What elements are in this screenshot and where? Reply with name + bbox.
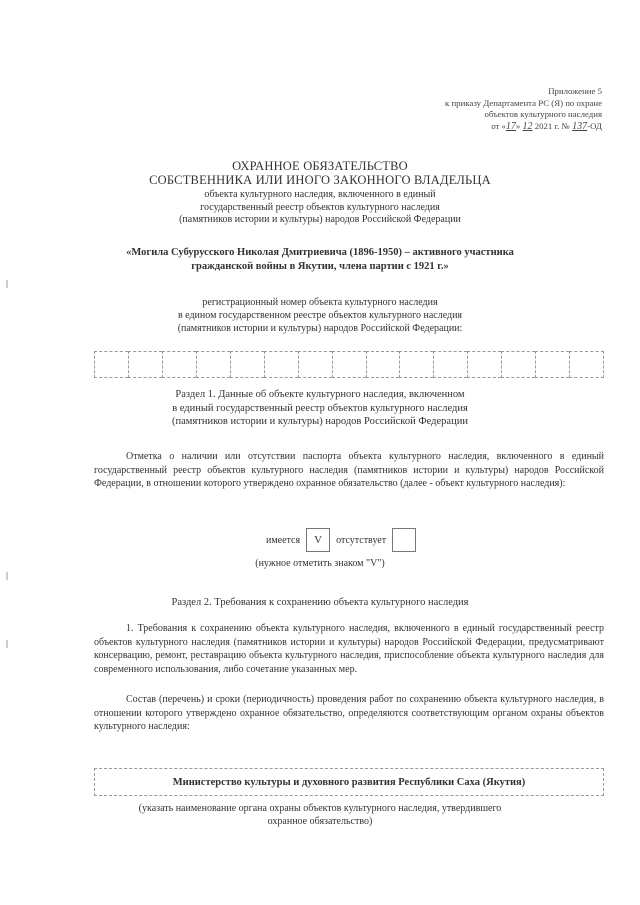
authority-note-line: (указать наименование органа охраны объектов культурного наследия, утвердившего bbox=[138, 803, 502, 814]
passport-paragraph: Отметка о наличии или отсутствии паспорта объекта культурного наследия, включенного в единый государственный реестр объектов культурного наследия (памятников истории и культуры) народов Российской Федерации, в отношении которого утверждено охранное обязательство (далее - объект культурного наследия): bbox=[94, 451, 604, 489]
registration-line: в едином государственном реестре объектов культурного наследия bbox=[177, 310, 463, 321]
registration-cell[interactable] bbox=[399, 351, 433, 378]
registration-cell[interactable] bbox=[332, 351, 366, 378]
registration-cell[interactable] bbox=[366, 351, 400, 378]
requirements-paragraph: 1. Требования к сохранению объекта культурного наследия, включенного в единый государственный реестр объектов культурного наследия (памятников истории и культуры) народов Российской Федерации, предусматривают консервацию, ремонт, реставрацию объекта культурного наследия, приспособление объекта культурного наследия для современного использования, либо сочетание указанных мер. bbox=[94, 623, 604, 675]
margin-mark bbox=[6, 640, 8, 648]
date-day: 17 bbox=[505, 120, 516, 132]
authority-note-line: охранное обязательство) bbox=[267, 816, 373, 827]
margin-mark bbox=[6, 572, 8, 580]
registration-cell[interactable] bbox=[264, 351, 298, 378]
absent-checkbox[interactable] bbox=[392, 528, 416, 552]
present-checkbox[interactable]: V bbox=[306, 528, 330, 552]
appendix-line: объектов культурного наследия bbox=[484, 109, 602, 119]
section-1-heading bbox=[60, 388, 580, 429]
doc-suffix: -ОД bbox=[587, 120, 602, 131]
date-month: 12 bbox=[522, 120, 533, 132]
document-subtitle bbox=[60, 189, 580, 227]
section-1-line: Раздел 1. Данные об объекте культурного наследия, включенном bbox=[175, 389, 465, 400]
registration-cell[interactable] bbox=[569, 351, 604, 378]
margin-mark bbox=[6, 280, 8, 288]
registration-label bbox=[60, 296, 580, 335]
registration-cell[interactable] bbox=[298, 351, 332, 378]
section-2-heading: Раздел 2. Требования к сохранению объекта культурного наследия bbox=[171, 597, 469, 608]
registration-cell[interactable] bbox=[162, 351, 196, 378]
subtitle-line: объекта культурного наследия, включенного в единый bbox=[204, 189, 436, 200]
mark-note: (нужное отметить знаком "V") bbox=[255, 558, 385, 569]
authority-name-field[interactable]: Министерство культуры и духовного развития Республики Саха (Якутия) bbox=[94, 768, 604, 796]
authority-note bbox=[60, 802, 580, 828]
registration-cell[interactable] bbox=[535, 351, 569, 378]
object-name-line: гражданской войны в Якутии, члена партии с 1921 г.» bbox=[191, 261, 449, 272]
registration-cell[interactable] bbox=[128, 351, 162, 378]
section-1-line: (памятников истории и культуры) народов Российской Федерации bbox=[172, 416, 468, 427]
passport-mark-row bbox=[266, 527, 422, 553]
title-line: ОХРАННОЕ ОБЯЗАТЕЛЬСТВО bbox=[232, 159, 408, 173]
registration-cell[interactable] bbox=[467, 351, 501, 378]
registration-line: (памятников истории и культуры) народов Российской Федерации: bbox=[177, 323, 463, 334]
title-line: СОБСТВЕННИКА ИЛИ ИНОГО ЗАКОННОГО ВЛАДЕЛЬЦА bbox=[149, 173, 491, 187]
registration-cell[interactable] bbox=[501, 351, 535, 378]
registration-cell[interactable] bbox=[94, 351, 128, 378]
present-label: имеется bbox=[266, 534, 301, 546]
date-mid: » bbox=[515, 120, 521, 131]
date-prefix: от « bbox=[491, 120, 506, 131]
composition-paragraph: Состав (перечень) и сроки (периодичность) проведения работ по сохранению объекта культурного наследия, в отношении которого утверждено охранное обязательство, определяются соответствующим органом охраны объектов культурного наследия: bbox=[94, 694, 604, 732]
subtitle-line: (памятников истории и культуры) народов Российской Федерации bbox=[179, 214, 461, 225]
object-name-line: «Могила Субурусского Николая Дмитриевича (1896-1950) – активного участника bbox=[126, 247, 514, 258]
document-title bbox=[60, 159, 580, 187]
registration-line: регистрационный номер объекта культурного наследия bbox=[202, 297, 438, 308]
registration-cell[interactable] bbox=[230, 351, 264, 378]
appendix-line: к приказу Департамента РС (Я) по охране bbox=[444, 97, 602, 108]
registration-number-grid bbox=[94, 351, 604, 378]
date-year: 2021 г. № bbox=[534, 120, 570, 131]
registration-cell[interactable] bbox=[196, 351, 230, 378]
appendix-header bbox=[342, 86, 602, 132]
absent-label: отсутствует bbox=[336, 534, 387, 546]
section-1-line: в единый государственный реестр объектов культурного наследия bbox=[172, 402, 468, 414]
subtitle-line: государственный реестр объектов культурного наследия bbox=[200, 201, 440, 213]
registration-cell[interactable] bbox=[433, 351, 467, 378]
appendix-line: Приложение 5 bbox=[548, 86, 602, 96]
object-name bbox=[60, 246, 580, 274]
doc-number: 137 bbox=[572, 120, 588, 132]
appendix-date-line bbox=[342, 121, 602, 133]
